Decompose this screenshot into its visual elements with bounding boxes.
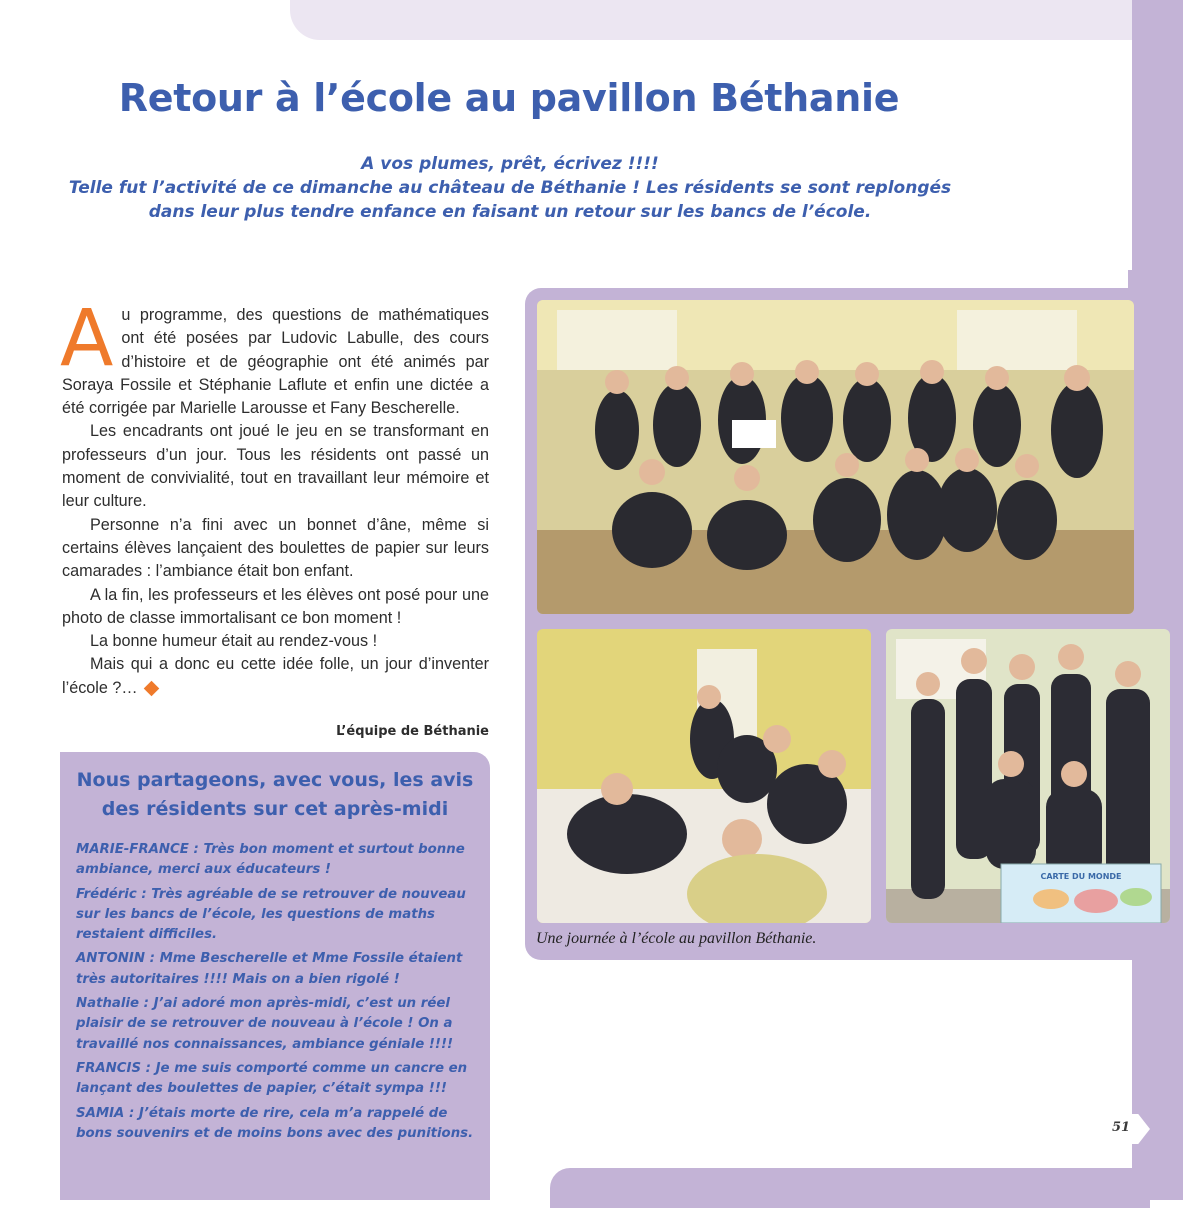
page-number: 51 [1112,1120,1131,1135]
intro-line-1: A vos plumes, prêt, écrivez !!!! [361,154,659,174]
teachers-photo [886,629,1170,923]
paragraph-4: A la fin, les professeurs et les élèves ont posé pour une photo de classe immortalisant ce bon moment ! [62,585,489,627]
article-title: Retour à l’école au pavillon Béthanie [118,76,900,120]
article-signature: L’équipe de Béthanie [336,724,489,739]
review-item: MARIE-FRANCE : Très bon moment et surtout bonne ambiance, merci aux éducateurs ! [76,842,465,878]
group-photo-image [537,300,1134,614]
teachers-photo-image [886,629,1170,923]
paragraph-1-text: u programme, des questions de mathématiques ont été posées par Ludovic Labulle, des cours d’histoire et de géographie ont été animés par Soraya Fossile et Stéphanie Laflute et enfin une dictée a été corrigée par Marielle Larousse et Fany Bescherelle. [62,306,489,418]
paragraph-3: Personne n’a fini avec un bonnet d’âne, même si certains élèves lançaient des boulettes de papier sur leurs camarades : l’ambiance était bon enfant. [62,515,489,581]
photo-caption: Une journée à l’école au pavillon Béthanie. [536,930,817,947]
intro-line-2: Telle fut l’activité de ce dimanche au château de Béthanie ! Les résidents se sont replongés dans leur plus tendre enfance en faisant un retour sur les bancs de l’école. [68,178,952,222]
article-intro [60,152,960,224]
bottom-blank-area [515,965,1130,1100]
paragraph-5: La bonne humeur était au rendez-vous ! [90,632,378,651]
review-item: ANTONIN : Mme Bescherelle et Mme Fossile étaient très autoritaires !!!! Mais on a bien rigolé ! [76,951,463,987]
article-body [60,294,489,700]
testimonials-list [76,840,482,1148]
top-header-tab [290,0,1132,40]
paragraph-2: Les encadrants ont joué le jeu en se transformant en professeurs d’un jour. Tous les résidents ont passé un moment de convivialité, tout en travaillant leur mémoire et leur culture. [62,422,489,511]
group-class-photo [537,300,1134,614]
classroom-photo-image [537,629,871,923]
paragraph-6 [62,653,489,700]
review-item: Frédéric : Très agréable de se retrouver de nouveau sur les bancs de l’école, les questions de maths restaient difficiles. [76,886,466,943]
classroom-photo [537,629,871,923]
testimonials-box [60,752,490,1200]
bottom-footer-tab [550,1168,1150,1208]
review-item: SAMIA : J’étais morte de rire, cela m’a rappelé de bons souvenirs et de moins bons avec des punitions. [76,1105,474,1141]
testimonials-title: Nous partageons, avec vous, les avis des résidents sur cet après-midi [76,769,474,820]
drop-cap: A [60,294,114,384]
paragraph-1 [60,294,489,420]
map-label: CARTE DU MONDE [1040,872,1122,881]
review-item: Nathalie : J’ai adoré mon après-midi, c’est un réel plaisir de se retrouver de nouveau à l’école ! On a travaillé nos connaissances, ambiance géniale !!!! [76,996,454,1052]
review-item: FRANCIS : Je me suis comporté comme un cancre en lançant des boulettes de papier, c’était sympa !!! [76,1060,468,1097]
paragraph-6-text: Mais qui a donc eu cette idée folle, un jour d’inventer l’école ?… [62,655,489,697]
end-diamond-icon [143,681,159,697]
